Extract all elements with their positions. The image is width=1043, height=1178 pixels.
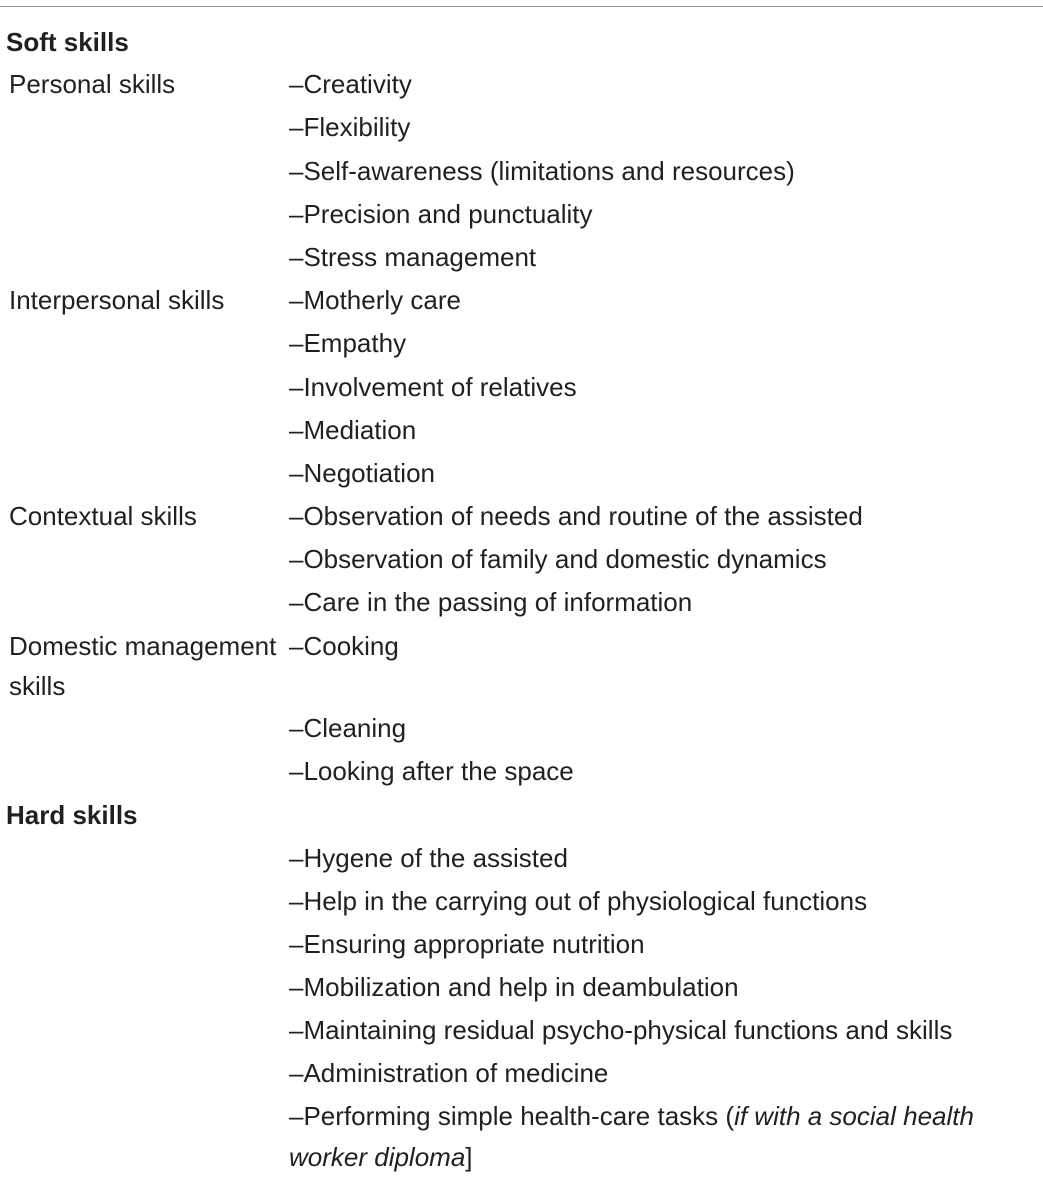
list-item: –Care in the passing of information [289,587,693,617]
list-item: –Maintaining residual psycho-physical functions and skills [289,1015,953,1045]
list-item-closing: ] [465,1142,473,1172]
list-item: –Mediation [289,415,417,445]
list-item: –Creativity [289,69,412,99]
list-item-italic-note: if with a social health worker diploma [289,1101,974,1172]
list-item: –Stress management [289,242,537,272]
list-item: –Cooking [289,631,399,661]
list-item: –Cleaning [289,713,407,743]
list-item: –Involvement of relatives [289,372,577,402]
list-item: –Hygene of the assisted [289,843,568,873]
list-item: –Motherly care [289,285,461,315]
list-item-health-care-tasks [289,1096,1039,1178]
list-item-text: –Performing simple health-care tasks ( [289,1101,735,1131]
soft-skills-heading: Soft skills [6,27,129,57]
list-item: –Observation of family and domestic dynamics [289,544,827,574]
category-domestic-management-skills: Domestic management skills [9,631,277,701]
list-item: –Self-awareness (limitations and resources) [289,156,795,186]
list-item: –Mobilization and help in deambulation [289,972,739,1002]
list-item: –Administration of medicine [289,1058,609,1088]
list-item: –Precision and punctuality [289,199,593,229]
list-item: –Empathy [289,328,407,358]
table-top-rule [0,6,1043,7]
list-item: –Help in the carrying out of physiological functions [289,886,868,916]
list-item: –Ensuring appropriate nutrition [289,929,645,959]
category-interpersonal-skills: Interpersonal skills [9,285,225,315]
list-item: –Flexibility [289,112,411,142]
list-item: –Observation of needs and routine of the assisted [289,501,863,531]
category-contextual-skills: Contextual skills [9,501,197,531]
hard-skills-heading: Hard skills [6,800,138,830]
category-personal-skills: Personal skills [9,69,176,99]
list-item: –Negotiation [289,458,435,488]
list-item: –Looking after the space [289,756,574,786]
